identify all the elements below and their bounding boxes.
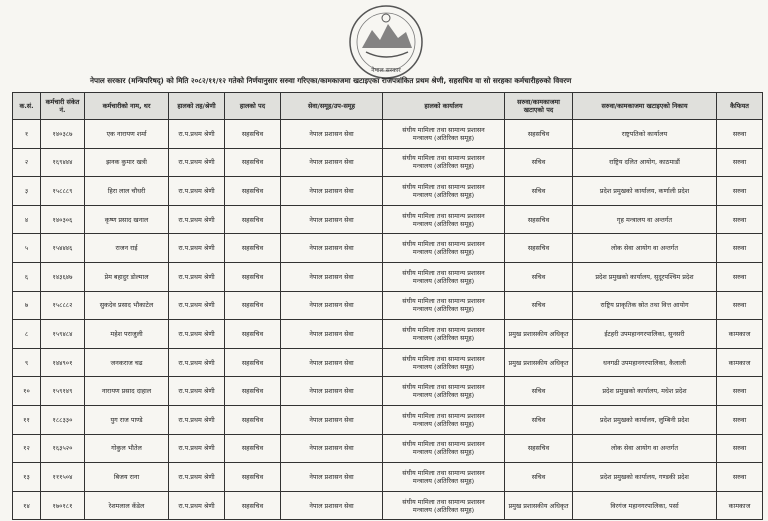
cell-level: रा.प.प्रथम श्रेणी bbox=[169, 320, 225, 349]
seal-caption: नेपाल सरकार bbox=[371, 67, 401, 74]
cell-remark: सरुवा bbox=[717, 463, 763, 492]
cell-level: रा.प.प्रथम श्रेणी bbox=[169, 434, 225, 463]
cell-office bbox=[383, 434, 505, 463]
header-office: हालको कार्यालय bbox=[383, 93, 505, 120]
cell-remark: कामकाज bbox=[717, 491, 763, 520]
cell-office bbox=[383, 234, 505, 263]
table-body bbox=[13, 120, 763, 520]
cell-sn: १० bbox=[13, 377, 41, 406]
cell-service: नेपाल प्रशासन सेवा bbox=[281, 377, 383, 406]
cell-service: नेपाल प्रशासन सेवा bbox=[281, 234, 383, 263]
cell-level: रा.प.प्रथम श्रेणी bbox=[169, 234, 225, 263]
cell-sn: १ bbox=[13, 120, 41, 149]
cell-assign-post: प्रमुख प्रशासकीय अधिकृत bbox=[505, 348, 573, 377]
cell-sn: १३ bbox=[13, 463, 41, 492]
cell-service: नेपाल प्रशासन सेवा bbox=[281, 291, 383, 320]
cell-remark: सरुवा bbox=[717, 434, 763, 463]
cell-office bbox=[383, 491, 505, 520]
header-service: सेवा/समूह/उप-समूह bbox=[281, 93, 383, 120]
cell-name: महेश पराजुली bbox=[85, 320, 169, 349]
table-row bbox=[13, 291, 763, 320]
cell-service: नेपाल प्रशासन सेवा bbox=[281, 463, 383, 492]
office-line-2: मन्त्रालय (अतिरिक्त समूह) bbox=[412, 305, 475, 314]
cell-assign-post: प्रमुख प्रशासकीय अधिकृत bbox=[505, 491, 573, 520]
cell-name: एक नारायण शर्मा bbox=[85, 120, 169, 149]
cell-sn: ७ bbox=[13, 291, 41, 320]
table-row bbox=[13, 434, 763, 463]
cell-code: १५८८८२ bbox=[41, 291, 85, 320]
cell-service: नेपाल प्रशासन सेवा bbox=[281, 262, 383, 291]
cell-code: १४३६४७ bbox=[41, 262, 85, 291]
transfer-table bbox=[12, 92, 763, 520]
cell-assign-office: प्रदेश प्रमुखको कार्यालय, सुदूरपश्चिम प्रदेश bbox=[573, 262, 717, 291]
office-line-1: संघीय मामिला तथा सामान्य प्रशासन bbox=[402, 182, 485, 191]
cell-office bbox=[383, 205, 505, 234]
cell-code: १८८३३० bbox=[41, 405, 85, 434]
cell-remark: सरुवा bbox=[717, 177, 763, 206]
cell-assign-post: सचिव bbox=[505, 262, 573, 291]
cell-assign-office: प्रदेश प्रमुखको कार्यालय, कर्णाली प्रदेश bbox=[573, 177, 717, 206]
office-line-1: संघीय मामिला तथा सामान्य प्रशासन bbox=[402, 268, 485, 277]
cell-assign-office: लोक सेवा आयोग वा अन्तर्गत bbox=[573, 234, 717, 263]
cell-service: नेपाल प्रशासन सेवा bbox=[281, 434, 383, 463]
cell-sn: ९ bbox=[13, 348, 41, 377]
header-assign-office: सरुवा/कामकाजमा खटाइएको निकाय bbox=[573, 93, 717, 120]
cell-assign-post: प्रमुख प्रशासकीय अधिकृत bbox=[505, 320, 573, 349]
office-line-1: संघीय मामिला तथा सामान्य प्रशासन bbox=[402, 125, 485, 134]
table-row bbox=[13, 148, 763, 177]
office-line-2: मन्त्रालय (अतिरिक्त समूह) bbox=[412, 190, 475, 199]
cell-code: १६९४४४ bbox=[41, 148, 85, 177]
cell-post: सहसचिव bbox=[225, 234, 281, 263]
cell-service: नेपाल प्रशासन सेवा bbox=[281, 405, 383, 434]
cell-sn: ४ bbox=[13, 205, 41, 234]
cell-assign-office: प्रदेश प्रमुखको कार्यालय, लुम्बिनी प्रदेश bbox=[573, 405, 717, 434]
cell-post: सहसचिव bbox=[225, 491, 281, 520]
office-line-2: मन्त्रालय (अतिरिक्त समूह) bbox=[412, 162, 475, 171]
table-row bbox=[13, 262, 763, 291]
cell-name: युग राज पाण्डे bbox=[85, 405, 169, 434]
cell-code: १५९१४९ bbox=[41, 377, 85, 406]
cell-code: १७०१८१ bbox=[41, 491, 85, 520]
cell-assign-post: सहसचिव bbox=[505, 434, 573, 463]
office-line-1: संघीय मामिला तथा सामान्य प्रशासन bbox=[402, 411, 485, 420]
cell-name: झनक कुमार खत्री bbox=[85, 148, 169, 177]
cell-post: सहसचिव bbox=[225, 177, 281, 206]
cell-post: सहसचिव bbox=[225, 463, 281, 492]
cell-assign-post: सचिव bbox=[505, 405, 573, 434]
cell-office bbox=[383, 291, 505, 320]
cell-assign-office: राष्ट्रिय प्राकृतिक स्रोत तथा वित्त आयोग bbox=[573, 291, 717, 320]
cell-remark: कामकाज bbox=[717, 348, 763, 377]
cell-post: सहसचिव bbox=[225, 148, 281, 177]
table-row bbox=[13, 177, 763, 206]
header-sn: क.सं. bbox=[13, 93, 41, 120]
office-line-1: संघीय मामिला तथा सामान्य प्रशासन bbox=[402, 211, 485, 220]
cell-office bbox=[383, 320, 505, 349]
office-line-1: संघीय मामिला तथा सामान्य प्रशासन bbox=[402, 440, 485, 449]
header-name: कर्मचारीको नाम, थर bbox=[85, 93, 169, 120]
cell-service: नेपाल प्रशासन सेवा bbox=[281, 491, 383, 520]
cell-office bbox=[383, 463, 505, 492]
cell-level: रा.प.प्रथम श्रेणी bbox=[169, 148, 225, 177]
cell-code: १५९४८४ bbox=[41, 320, 85, 349]
cell-assign-post: सहसचिव bbox=[505, 234, 573, 263]
office-line-2: मन्त्रालय (अतिरिक्त समूह) bbox=[412, 248, 475, 257]
office-line-1: संघीय मामिला तथा सामान्य प्रशासन bbox=[402, 154, 485, 163]
cell-assign-post: सचिव bbox=[505, 291, 573, 320]
cell-post: सहसचिव bbox=[225, 120, 281, 149]
cell-post: सहसचिव bbox=[225, 377, 281, 406]
government-seal-icon bbox=[330, 2, 442, 82]
cell-remark: सरुवा bbox=[717, 262, 763, 291]
cell-office bbox=[383, 405, 505, 434]
cell-level: रा.प.प्रथम श्रेणी bbox=[169, 348, 225, 377]
cell-office bbox=[383, 348, 505, 377]
cell-name: सुकदेव प्रसाद भौकाटेल bbox=[85, 291, 169, 320]
cell-level: रा.प.प्रथम श्रेणी bbox=[169, 405, 225, 434]
office-line-2: मन्त्रालय (अतिरिक्त समूह) bbox=[412, 219, 475, 228]
table-row bbox=[13, 348, 763, 377]
cell-sn: ५ bbox=[13, 234, 41, 263]
cell-name: कृष्ण प्रसाद खनाल bbox=[85, 205, 169, 234]
office-line-2: मन्त्रालय (अतिरिक्त समूह) bbox=[412, 333, 475, 342]
office-line-2: मन्त्रालय (अतिरिक्त समूह) bbox=[412, 276, 475, 285]
cell-code: १५८८८९ bbox=[41, 177, 85, 206]
table-row bbox=[13, 120, 763, 149]
cell-service: नेपाल प्रशासन सेवा bbox=[281, 348, 383, 377]
cell-post: सहसचिव bbox=[225, 434, 281, 463]
cell-level: रा.प.प्रथम श्रेणी bbox=[169, 177, 225, 206]
cell-level: रा.प.प्रथम श्रेणी bbox=[169, 291, 225, 320]
cell-post: सहसचिव bbox=[225, 262, 281, 291]
cell-sn: २ bbox=[13, 148, 41, 177]
cell-assign-post: सचिव bbox=[505, 148, 573, 177]
table-row bbox=[13, 234, 763, 263]
cell-sn: १४ bbox=[13, 491, 41, 520]
cell-name: प्रेम बहादुर डोल्माल bbox=[85, 262, 169, 291]
office-line-1: संघीय मामिला तथा सामान्य प्रशासन bbox=[402, 240, 485, 249]
cell-service: नेपाल प्रशासन सेवा bbox=[281, 320, 383, 349]
cell-post: सहसचिव bbox=[225, 405, 281, 434]
cell-remark: सरुवा bbox=[717, 405, 763, 434]
office-line-2: मन्त्रालय (अतिरिक्त समूह) bbox=[412, 362, 475, 371]
office-line-1: संघीय मामिला तथा सामान्य प्रशासन bbox=[402, 468, 485, 477]
cell-office bbox=[383, 177, 505, 206]
cell-office bbox=[383, 262, 505, 291]
cell-sn: ६ bbox=[13, 262, 41, 291]
table-row bbox=[13, 491, 763, 520]
cell-name: हिरा लाल चौधरी bbox=[85, 177, 169, 206]
table-row bbox=[13, 405, 763, 434]
cell-remark: कामकाज bbox=[717, 320, 763, 349]
cell-name: गोकुल भौतेल bbox=[85, 434, 169, 463]
cell-assign-post: सचिव bbox=[505, 377, 573, 406]
cell-assign-office: राष्ट्रिय दलित आयोग, काठमाडौं bbox=[573, 148, 717, 177]
header-remark: कैफियत bbox=[717, 93, 763, 120]
cell-assign-office: लोक सेवा आयोग वा अन्तर्गत bbox=[573, 434, 717, 463]
cell-assign-office: विरगंज महानगरपालिका, पर्सा bbox=[573, 491, 717, 520]
cell-service: नेपाल प्रशासन सेवा bbox=[281, 205, 383, 234]
cell-name: नारायण प्रसाद दाहाल bbox=[85, 377, 169, 406]
header-post: हालको पद bbox=[225, 93, 281, 120]
table-header-row bbox=[13, 93, 763, 120]
cell-assign-office: राष्ट्रपतिको कार्यालय bbox=[573, 120, 717, 149]
cell-service: नेपाल प्रशासन सेवा bbox=[281, 148, 383, 177]
office-line-1: संघीय मामिला तथा सामान्य प्रशासन bbox=[402, 354, 485, 363]
cell-level: रा.प.प्रथम श्रेणी bbox=[169, 377, 225, 406]
cell-post: सहसचिव bbox=[225, 291, 281, 320]
header-assign-post: सरुवा/कामकाजमा खटाएको पद bbox=[505, 93, 573, 120]
cell-name: राजन राई bbox=[85, 234, 169, 263]
cell-remark: सरुवा bbox=[717, 120, 763, 149]
cell-name: रेशमलाल कँडेल bbox=[85, 491, 169, 520]
office-line-1: संघीय मामिला तथा सामान्य प्रशासन bbox=[402, 297, 485, 306]
cell-code: १५४४४६ bbox=[41, 234, 85, 263]
cell-service: नेपाल प्रशासन सेवा bbox=[281, 177, 383, 206]
cell-level: रा.प.प्रथम श्रेणी bbox=[169, 491, 225, 520]
cell-level: रा.प.प्रथम श्रेणी bbox=[169, 463, 225, 492]
table-row bbox=[13, 320, 763, 349]
cell-post: सहसचिव bbox=[225, 348, 281, 377]
cell-name: बिजय राना bbox=[85, 463, 169, 492]
cell-office bbox=[383, 120, 505, 149]
cell-service: नेपाल प्रशासन सेवा bbox=[281, 120, 383, 149]
cell-assign-office: धनगढी उपमहानगरपालिका, कैलाली bbox=[573, 348, 717, 377]
cell-code: १४४९०१ bbox=[41, 348, 85, 377]
office-line-2: मन्त्रालय (अतिरिक्त समूह) bbox=[412, 419, 475, 428]
office-line-1: संघीय मामिला तथा सामान्य प्रशासन bbox=[402, 383, 485, 392]
cell-assign-office: प्रदेश प्रमुखको कार्यालय, गण्डकी प्रदेश bbox=[573, 463, 717, 492]
office-line-1: संघीय मामिला तथा सामान्य प्रशासन bbox=[402, 325, 485, 334]
cell-assign-office: ईटहरी उपमहानगरपालिका, सुनसरी bbox=[573, 320, 717, 349]
cell-code: १४०३८७ bbox=[41, 120, 85, 149]
office-line-2: मन्त्रालय (अतिरिक्त समूह) bbox=[412, 476, 475, 485]
office-line-2: मन्त्रालय (अतिरिक्त समूह) bbox=[412, 133, 475, 142]
office-line-2: मन्त्रालय (अतिरिक्त समूह) bbox=[412, 505, 475, 514]
cell-remark: सरुवा bbox=[717, 205, 763, 234]
cell-post: सहसचिव bbox=[225, 205, 281, 234]
header-code: कर्मचारी संकेत नं. bbox=[41, 93, 85, 120]
cell-name: जनकराज चढ bbox=[85, 348, 169, 377]
cell-assign-post: सचिव bbox=[505, 463, 573, 492]
cell-remark: सरुवा bbox=[717, 148, 763, 177]
cell-office bbox=[383, 148, 505, 177]
cell-remark: सरुवा bbox=[717, 291, 763, 320]
cell-sn: १२ bbox=[13, 434, 41, 463]
cell-remark: सरुवा bbox=[717, 377, 763, 406]
cell-assign-post: सचिव bbox=[505, 177, 573, 206]
cell-sn: ३ bbox=[13, 177, 41, 206]
cell-code: १४०३०६ bbox=[41, 205, 85, 234]
header-level: हालको तह/श्रेणी bbox=[169, 93, 225, 120]
cell-assign-office: गृह मन्त्रालय वा अन्तर्गत bbox=[573, 205, 717, 234]
office-line-1: संघीय मामिला तथा सामान्य प्रशासन bbox=[402, 497, 485, 506]
table-row bbox=[13, 205, 763, 234]
cell-office bbox=[383, 377, 505, 406]
office-line-2: मन्त्रालय (अतिरिक्त समूह) bbox=[412, 448, 475, 457]
cell-remark: सरुवा bbox=[717, 234, 763, 263]
table-row bbox=[13, 463, 763, 492]
cell-assign-post: सहसचिव bbox=[505, 120, 573, 149]
office-line-2: मन्त्रालय (अतिरिक्त समूह) bbox=[412, 391, 475, 400]
cell-code: १११५०४ bbox=[41, 463, 85, 492]
table-row bbox=[13, 377, 763, 406]
cell-assign-post: सहसचिव bbox=[505, 205, 573, 234]
cell-sn: ८ bbox=[13, 320, 41, 349]
cell-post: सहसचिव bbox=[225, 320, 281, 349]
cell-assign-office: प्रदेश प्रमुखको कार्यालय, मधेश प्रदेश bbox=[573, 377, 717, 406]
cell-level: रा.प.प्रथम श्रेणी bbox=[169, 262, 225, 291]
cell-level: रा.प.प्रथम श्रेणी bbox=[169, 205, 225, 234]
cell-sn: ११ bbox=[13, 405, 41, 434]
cell-code: १६३५२० bbox=[41, 434, 85, 463]
document-title: नेपाल सरकार (मन्त्रिपरिषद्) को मिति २०८२/११/१२ गतेको निर्णयानुसार सरुवा गरिएका/कामकाजमा खटाइएका राजपत्रांकित प्रथम श्रेणी, सहसचिव वा सो सरहका कर्मचारीहरुको विवरण bbox=[90, 76, 572, 85]
cell-level: रा.प.प्रथम श्रेणी bbox=[169, 120, 225, 149]
